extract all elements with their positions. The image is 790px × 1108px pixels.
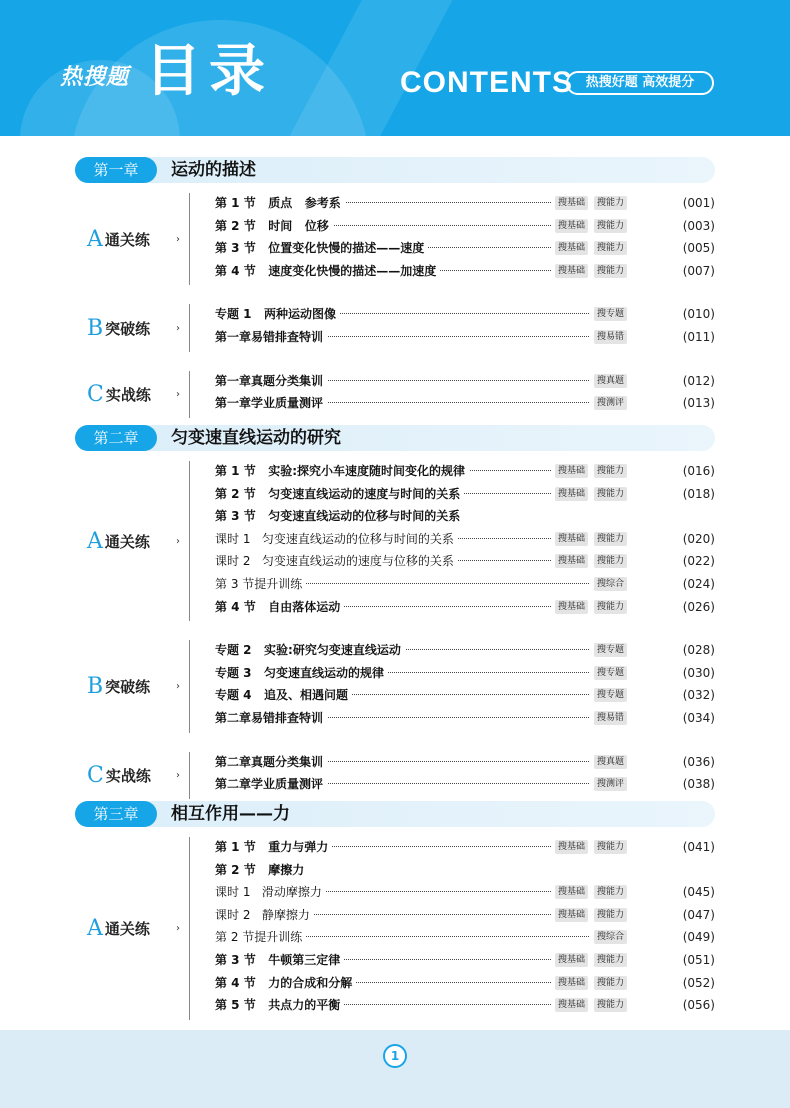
entry-title: 第二章易错排查特训 [215, 710, 327, 726]
page-ref: (005) [682, 241, 715, 256]
page-ref: (016) [682, 464, 715, 478]
page-ref: (007) [682, 263, 715, 278]
chevron-right-icon: › [176, 536, 180, 548]
section-letter: C [87, 382, 104, 408]
badge-group [551, 976, 627, 990]
page-title: 目录 [145, 39, 273, 104]
chapter-bar [75, 801, 715, 827]
entry-title: 专题 4 追及、相遇问题 [215, 687, 352, 703]
section-label [87, 527, 150, 557]
section-name: 通关练 [104, 231, 150, 250]
badge-group [551, 554, 627, 568]
entry-title: 专题 3 匀变速直线运动的规律 [215, 665, 388, 681]
entry-title: 第 3 节 匀变速直线运动的位移与时间的关系 [215, 508, 464, 524]
entry-title: 第一章真题分类集训 [215, 373, 327, 389]
toc-entry[interactable] [215, 486, 715, 502]
page-ref: (052) [682, 975, 715, 990]
entry-title: 第二章真题分类集训 [215, 754, 327, 770]
section-name: 通关练 [104, 533, 150, 552]
entry-title: 专题 2 实验:研究匀变速直线运动 [215, 642, 405, 658]
chevron-right-icon: › [176, 770, 180, 782]
chapter-tag: 第一章 [75, 157, 157, 183]
toc-entry[interactable] [215, 839, 715, 855]
tag-badge: 搜基础 [555, 976, 588, 990]
page-number: 1 [383, 1044, 407, 1068]
section-letter: C [87, 763, 104, 789]
toc-entry[interactable] [215, 329, 715, 345]
chevron-right-icon: › [176, 323, 180, 334]
tag-badge: 搜能力 [594, 241, 627, 255]
contents-word: CONTENTS [400, 66, 573, 99]
section-letter: A [87, 529, 103, 555]
toc-entry[interactable] [215, 862, 715, 878]
entry-title: 第 3 节 位置变化快慢的描述——速度 [215, 240, 428, 256]
page-ref: (056) [682, 998, 715, 1013]
tag-badge: 搜易错 [594, 711, 627, 725]
tag-badge: 搜基础 [555, 840, 588, 854]
tag-badge: 搜基础 [555, 532, 588, 546]
toc-entry[interactable] [215, 776, 715, 792]
badge-group [590, 396, 627, 410]
section-divider-line [189, 304, 190, 351]
entry-title: 课时 1 滑动摩擦力 [215, 884, 326, 900]
tag-badge: 搜能力 [594, 196, 627, 210]
section-letter: B [87, 316, 104, 341]
badge-group [590, 577, 627, 591]
badge-group [590, 711, 627, 725]
tag-badge: 搜基础 [555, 241, 588, 255]
section-label [87, 380, 151, 410]
tag-badge: 搜综合 [594, 930, 627, 944]
tag-badge: 搜能力 [594, 885, 627, 899]
tag-badge: 搜基础 [555, 487, 588, 501]
page-ref: (051) [682, 953, 715, 967]
section-name: 实战练 [105, 767, 151, 786]
toc-entry[interactable] [215, 373, 715, 389]
tag-badge: 搜能力 [594, 998, 627, 1012]
tag-badge: 搜专题 [594, 307, 627, 321]
badge-group [590, 330, 627, 344]
page-ref: (030) [682, 665, 715, 680]
badge-group [551, 196, 627, 210]
hot-title: 热搜题 [60, 65, 130, 90]
badge-group [551, 464, 627, 478]
entry-title: 第 1 节 实验:探究小车速度随时间变化的规律 [215, 463, 469, 479]
badge-group [551, 885, 627, 899]
toc-entry[interactable] [215, 952, 715, 968]
page-ref: (026) [682, 599, 715, 614]
page-ref: (034) [682, 711, 715, 725]
entry-title: 第一章易错排查特训 [215, 329, 327, 345]
page-ref: (022) [682, 554, 715, 569]
tag-badge: 搜基础 [555, 219, 588, 233]
tag-badge: 搜测评 [594, 396, 627, 410]
entry-title: 第 3 节提升训练 [215, 576, 306, 592]
entry-title: 第 3 节 牛顿第三定律 [215, 952, 344, 968]
entry-title: 第 2 节提升训练 [215, 929, 306, 945]
page-ref: (001) [682, 196, 715, 210]
toc-entry[interactable] [215, 710, 715, 726]
badge-group [590, 666, 627, 680]
chevron-right-icon: › [176, 681, 180, 693]
section-name: 通关练 [104, 920, 150, 939]
page-ref: (028) [682, 643, 715, 658]
section-letter: A [87, 916, 103, 942]
toc-entry[interactable] [215, 195, 715, 211]
page-ref: (020) [682, 531, 715, 546]
tag-badge: 搜能力 [594, 976, 627, 990]
section-divider-line [189, 837, 190, 1020]
badge-group [590, 307, 627, 321]
section-label [87, 225, 150, 255]
header-banner [0, 0, 790, 136]
toc-entry[interactable] [215, 975, 715, 991]
entry-title: 第 4 节 速度变化快慢的描述——加速度 [215, 263, 440, 279]
page-ref: (003) [682, 218, 715, 233]
entry-title: 第 2 节 摩擦力 [215, 862, 308, 878]
page-ref: (047) [682, 907, 715, 922]
section-divider-line [189, 371, 190, 418]
badge-group [551, 532, 627, 546]
toc-entry[interactable] [215, 687, 715, 703]
entry-title: 第 4 节 力的合成和分解 [215, 975, 356, 991]
tag-badge: 搜真题 [594, 374, 627, 388]
chapter-bar [75, 425, 715, 451]
entry-title: 第 5 节 共点力的平衡 [215, 997, 344, 1013]
toc-entry[interactable] [215, 599, 715, 615]
tag-badge: 搜能力 [594, 532, 627, 546]
section-divider-line [189, 752, 190, 799]
toc-entry[interactable] [215, 642, 715, 658]
badge-group [551, 908, 627, 922]
tag-badge: 搜专题 [594, 643, 627, 657]
tag-badge: 搜基础 [555, 953, 588, 967]
section-name: 突破练 [105, 320, 151, 338]
tag-badge: 搜基础 [555, 600, 588, 614]
badge-group [551, 241, 627, 255]
entry-title: 第一章学业质量测评 [215, 395, 327, 411]
toc-entry[interactable] [215, 929, 715, 945]
page-ref: (041) [682, 840, 715, 854]
toc-entry[interactable] [215, 665, 715, 681]
entry-title: 课时 1 匀变速直线运动的位移与时间的关系 [215, 531, 458, 547]
tag-badge: 搜能力 [594, 908, 627, 922]
tag-badge: 搜能力 [594, 219, 627, 233]
tag-badge: 搜能力 [594, 953, 627, 967]
section-divider-line [189, 461, 190, 621]
page-ref: (024) [682, 577, 715, 591]
chapter-tag: 第二章 [75, 425, 157, 451]
slogan-badge: 热搜好题 高效提分 [566, 71, 714, 95]
chapter-tag: 第三章 [75, 801, 157, 827]
page-ref: (011) [682, 330, 715, 344]
badge-group [551, 998, 627, 1012]
section-name: 突破练 [105, 678, 151, 697]
entry-title: 课时 2 静摩擦力 [215, 907, 314, 923]
badge-group [590, 777, 627, 791]
chapter-title[interactable]: 相互作用——力 [171, 804, 290, 824]
chapter-title[interactable]: 运动的描述 [171, 160, 256, 180]
chapter-bar [75, 157, 715, 183]
section-label [87, 761, 151, 791]
section-letter: A [87, 227, 103, 253]
entry-title: 专题 1 两种运动图像 [215, 306, 340, 322]
badge-group [590, 643, 627, 657]
toc-entry[interactable] [215, 263, 715, 279]
tag-badge: 搜易错 [594, 330, 627, 344]
badge-group [551, 600, 627, 614]
tag-badge: 搜真题 [594, 755, 627, 769]
chevron-right-icon: › [176, 923, 180, 935]
entry-title: 第 1 节 重力与弹力 [215, 839, 332, 855]
toc-entry[interactable] [215, 531, 715, 547]
badge-group [551, 953, 627, 967]
tag-badge: 搜能力 [594, 464, 627, 478]
tag-badge: 搜基础 [555, 196, 588, 210]
tag-badge: 搜能力 [594, 600, 627, 614]
tag-badge: 搜综合 [594, 577, 627, 591]
toc-entry[interactable] [215, 907, 715, 923]
toc-entry[interactable] [215, 576, 715, 592]
toc-entry[interactable] [215, 997, 715, 1013]
tag-badge: 搜基础 [555, 554, 588, 568]
page-ref: (036) [682, 754, 715, 769]
entry-title: 第 1 节 质点 参考系 [215, 195, 345, 211]
badge-group [551, 487, 627, 501]
section-name: 实战练 [105, 386, 151, 405]
entry-title: 课时 2 匀变速直线运动的速度与位移的关系 [215, 553, 458, 569]
tag-badge: 搜基础 [555, 264, 588, 278]
chevron-right-icon: › [176, 234, 180, 246]
badge-group [590, 755, 627, 769]
entry-title: 第二章学业质量测评 [215, 776, 327, 792]
section-label [87, 672, 150, 702]
section-divider-line [189, 193, 190, 285]
toc-entry[interactable] [215, 240, 715, 256]
tag-badge: 搜能力 [594, 840, 627, 854]
toc-entry[interactable] [215, 218, 715, 234]
toc-entry[interactable] [215, 553, 715, 569]
entry-title: 第 2 节 时间 位移 [215, 218, 333, 234]
tag-badge: 搜能力 [594, 554, 627, 568]
page-ref: (010) [682, 307, 715, 322]
tag-badge: 搜基础 [555, 998, 588, 1012]
page-ref: (012) [682, 373, 715, 388]
badge-group [551, 219, 627, 233]
page-ref: (038) [682, 777, 715, 792]
entry-title: 第 4 节 自由落体运动 [215, 599, 344, 615]
tag-badge: 搜测评 [594, 777, 627, 791]
chapter-title[interactable]: 匀变速直线运动的研究 [171, 428, 341, 448]
page-ref: (018) [682, 486, 715, 501]
tag-badge: 搜基础 [555, 885, 588, 899]
badge-group [590, 930, 627, 944]
badge-group [551, 264, 627, 278]
entry-title: 第 2 节 匀变速直线运动的速度与时间的关系 [215, 486, 464, 502]
toc-entry[interactable] [215, 754, 715, 770]
chevron-right-icon: › [176, 389, 180, 401]
page-ref: (045) [682, 885, 715, 900]
tag-badge: 搜能力 [594, 487, 627, 501]
section-letter: B [87, 674, 104, 700]
page-ref: (032) [682, 688, 715, 703]
toc-entry[interactable] [215, 884, 715, 900]
section-divider-line [189, 640, 190, 732]
page-ref: (049) [682, 930, 715, 945]
toc-entry[interactable] [215, 463, 715, 479]
section-label [87, 914, 150, 944]
tag-badge: 搜基础 [555, 464, 588, 478]
badge-group [590, 688, 627, 702]
badge-group [590, 374, 627, 388]
page-ref: (013) [682, 396, 715, 411]
tag-badge: 搜专题 [594, 688, 627, 702]
toc-entry[interactable] [215, 508, 715, 524]
toc-entry[interactable] [215, 395, 715, 411]
tag-badge: 搜能力 [594, 264, 627, 278]
badge-group [551, 840, 627, 854]
section-label [87, 314, 150, 344]
toc-entry[interactable] [215, 306, 715, 322]
tag-badge: 搜基础 [555, 908, 588, 922]
tag-badge: 搜专题 [594, 666, 627, 680]
footer [0, 1030, 790, 1108]
